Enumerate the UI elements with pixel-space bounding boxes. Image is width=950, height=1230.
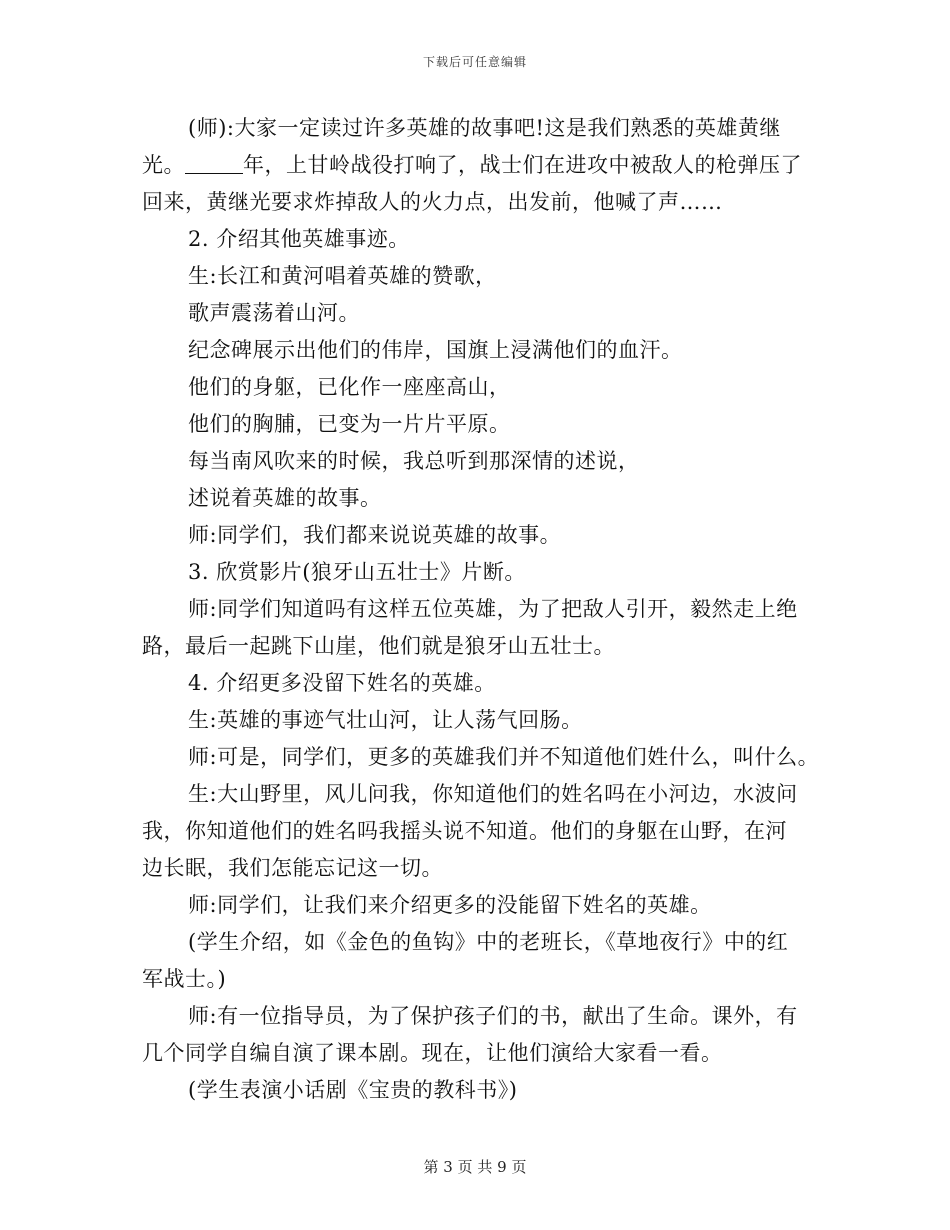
paragraph-line: 回来，黄继光要求炸掉敌人的火力点，出发前，他喊了声…… <box>142 190 723 214</box>
poem-line: 他们的胸脯，已变为一片片平原。 <box>188 412 511 436</box>
fill-in-blank <box>185 153 243 174</box>
paragraph-line: 边长眠，我们怎能忘记这一切。 <box>142 856 443 880</box>
page-header-note: 下载后可任意编辑 <box>422 55 527 69</box>
section-heading: 4. 介绍更多没留下姓名的英雄。 <box>188 671 496 695</box>
paragraph-line: 师:同学们，让我们来介绍更多的没能留下姓名的英雄。 <box>188 893 712 917</box>
page-number: 第 3 页 共 9 页 <box>423 1158 527 1176</box>
paragraph-line <box>142 147 822 184</box>
paragraph-line: 路，最后一起跳下山崖，他们就是狼牙山五壮士。 <box>142 634 615 658</box>
poem-line: 纪念碑展示出他们的伟岸，国旗上浸满他们的血汗。 <box>188 338 683 362</box>
section-heading: 2. 介绍其他英雄事迹。 <box>188 227 410 251</box>
paragraph-line: 生:英雄的事迹气壮山河，让人荡气回肠。 <box>188 708 583 732</box>
poem-line: 每当南风吹来的时候，我总听到那深情的述说， <box>188 449 640 473</box>
paragraph-line: 生:大山野里，风儿问我，你知道他们的姓名吗在小河边，水波问 <box>188 782 798 806</box>
paragraph-line: 师:同学们知道吗有这样五位英雄，为了把敌人引开，毅然走上绝 <box>188 597 798 621</box>
paragraph-line: (学生表演小话剧《宝贵的教科书》) <box>188 1078 518 1102</box>
line-segment: 年，上甘岭战役打响了，战士们在进攻中被敌人的枪弹压了 <box>243 153 802 177</box>
poem-line: 生:长江和黄河唱着英雄的赞歌， <box>188 264 497 288</box>
paragraph-line: (师):大家一定读过许多英雄的故事吧!这是我们熟悉的英雄黄继 <box>188 116 781 140</box>
paragraph-line: (学生介绍，如《金色的鱼钩》中的老班长，《草地夜行》中的红 <box>188 930 789 954</box>
paragraph-line: 几个同学自编自演了课本剧。现在，让他们演给大家看一看。 <box>142 1041 723 1065</box>
paragraph-line: 师:同学们，我们都来说说英雄的故事。 <box>188 523 562 547</box>
line-segment: 光。 <box>142 153 185 177</box>
paragraph-line: 军战士。) <box>142 967 227 991</box>
section-heading: 3. 欣赏影片(狼牙山五壮士》片断。 <box>188 560 526 584</box>
document-body <box>142 110 822 1109</box>
paragraph-line: 师:可是，同学们，更多的英雄我们并不知道他们姓什么，叫什么。 <box>188 745 820 769</box>
poem-line: 歌声震荡着山河。 <box>188 301 360 325</box>
poem-line: 述说着英雄的故事。 <box>188 486 382 510</box>
paragraph-line: 师:有一位指导员，为了保护孩子们的书，献出了生命。课外，有 <box>188 1004 798 1028</box>
paragraph-line: 我，你知道他们的姓名吗我摇头说不知道。他们的身躯在山野，在河 <box>142 819 787 843</box>
poem-line: 他们的身躯，已化作一座座高山， <box>188 375 511 399</box>
